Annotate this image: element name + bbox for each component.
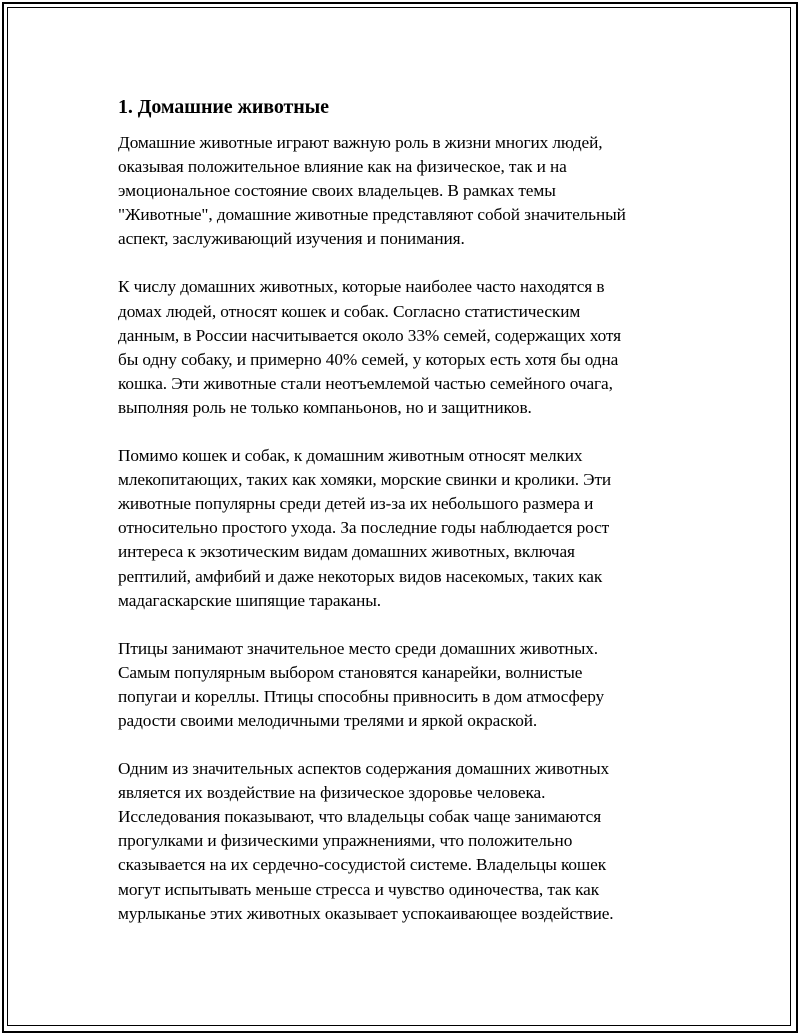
text-line: оказывая положительное влияние как на физическое, так и на (118, 157, 567, 177)
text-line: прогулками и физическими упражнениями, что положительно (118, 831, 573, 851)
text-line: бы одну собаку, и примерно 40% семей, у которых есть хотя бы одна (118, 349, 619, 369)
section-heading: 1. Домашние животные (118, 96, 329, 118)
text-line: Домашние животные играют важную роль в жизни многих людей, (118, 133, 603, 152)
text-line: Исследования показывают, что владельцы собак чаще занимаются (118, 807, 602, 827)
paragraph-list (118, 131, 678, 926)
paragraph (118, 444, 678, 613)
text-line: является их воздействие на физическое здоровье человека. (118, 783, 546, 803)
text-line: мадагаскарские шипящие тараканы. (118, 590, 381, 610)
text-line: животные популярны среди детей из-за их небольшого размера и (118, 494, 594, 514)
text-line: аспект, заслуживающий изучения и понимания. (118, 229, 465, 249)
text-line: Помимо кошек и собак, к домашним животным относят мелких (118, 446, 583, 466)
text-line: кошка. Эти животные стали неотъемлемой частью семейного очага, (118, 373, 613, 393)
text-line: интереса к экзотическим видам домашних животных, включая (118, 542, 575, 562)
text-line: радости своими мелодичными трелями и яркой окраской. (118, 710, 538, 730)
text-line: "Животные", домашние животные представляют собой значительный (118, 205, 626, 225)
text-line: К числу домашних животных, которые наиболее часто находятся в (118, 277, 605, 297)
text-line: сказывается на их сердечно-сосудистой системе. Владельцы кошек (118, 855, 607, 875)
text-line: рептилий, амфибий и даже некоторых видов насекомых, таких как (118, 566, 603, 586)
paragraph (118, 275, 678, 420)
text-line: могут испытывать меньше стресса и чувство одиночества, так как (118, 879, 599, 899)
text-line: попугаи и кореллы. Птицы способны привносить в дом атмосферу (118, 686, 605, 706)
text-line: относительно простого ухода. За последние годы наблюдается рост (118, 518, 610, 538)
text-line: Самым популярным выбором становятся канарейки, волнистые (118, 662, 583, 682)
text-line: Одним из значительных аспектов содержания домашних животных (118, 759, 610, 779)
text-line: выполняя роль не только компаньонов, но и защитников. (118, 397, 532, 417)
text-line: эмоциональное состояние своих владельцев. В рамках темы (118, 181, 556, 201)
text-line: мурлыканье этих животных оказывает успокаивающее воздействие. (118, 903, 614, 923)
paragraph (118, 637, 678, 733)
text-line: домах людей, относят кошек и собак. Согласно статистическим (118, 301, 581, 321)
paragraph (118, 131, 678, 251)
text-line: млекопитающих, таких как хомяки, морские свинки и кролики. Эти (118, 470, 612, 490)
text-line: Птицы занимают значительное место среди домашних животных. (118, 638, 598, 658)
paragraph (118, 757, 678, 926)
document-body (118, 93, 678, 950)
text-line: данным, в России насчитывается около 33% семей, содержащих хотя (118, 325, 621, 345)
